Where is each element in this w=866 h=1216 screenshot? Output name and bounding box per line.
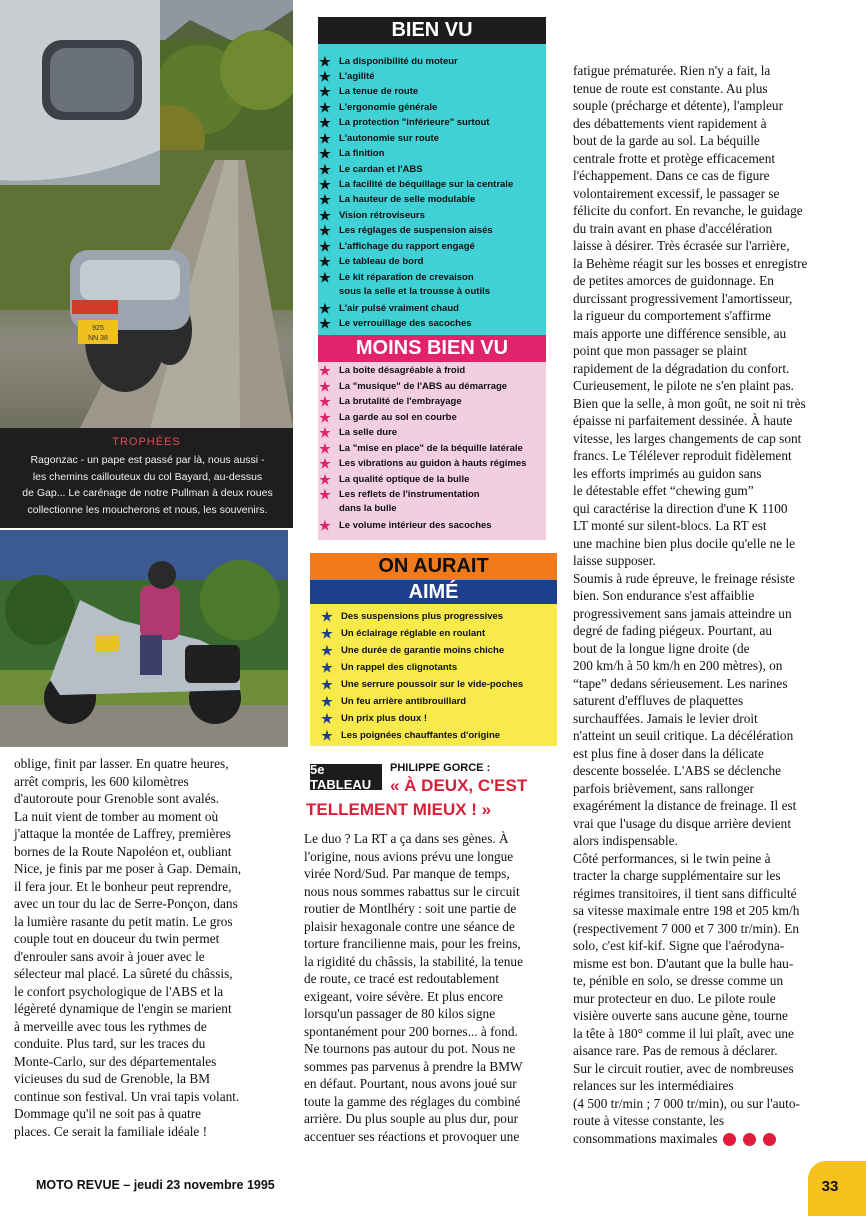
text-line: accentuer ses réactions et provoquer une: [304, 1128, 520, 1144]
text-column-right: [573, 62, 835, 1147]
text-line: régimes transitoires, il tient sans difficulté: [573, 885, 797, 901]
text-line-last: [573, 1130, 835, 1148]
text-line: LT monté sur silent-blocs. La RT est: [573, 518, 767, 533]
star-icon: ★: [319, 192, 331, 207]
star-icon: ★: [319, 270, 331, 285]
list-item-label: La brutalité de l'embrayage: [339, 396, 462, 407]
text-line: toute la gamme des réglages du combiné: [304, 1093, 521, 1109]
star-icon: ★: [319, 162, 331, 177]
star-icon: ★: [319, 316, 331, 331]
text-line: nous nous sommes rabattus sur le circuit: [304, 883, 520, 899]
list-item-label: La disponibilité du moteur: [339, 56, 458, 67]
star-icon: ★: [319, 379, 331, 394]
moins-bien-vu-box: [318, 335, 546, 540]
star-icon: ★: [319, 441, 331, 456]
dot-icon: [723, 1133, 736, 1146]
star-icon: ★: [321, 626, 333, 641]
text-line: visière ouverte sans aucune gène, tourne: [573, 1008, 788, 1023]
text-line: la rigidité du châssis, la stabilité, la tenue: [304, 953, 523, 969]
text-line: qui caractérise la direction d'une K 1100: [573, 500, 788, 516]
star-icon: ★: [321, 728, 333, 743]
text-line: tracter la charge supplémentaire sur les: [573, 868, 781, 883]
list-item: [318, 411, 457, 424]
list-item-label: Les vibrations au guidon à hauts régimes: [339, 458, 527, 469]
list-item: [318, 193, 475, 206]
caption-line: de Gap... Le carénage de notre Pullman à deux roues: [22, 487, 273, 499]
list-item: [318, 70, 375, 83]
list-item: [318, 271, 474, 284]
star-icon: ★: [319, 518, 331, 533]
text-line: relances sur les intermédiaires: [573, 1078, 734, 1093]
author-name: PHILIPPE GORCE :: [390, 762, 491, 774]
list-item-continuation: [318, 286, 490, 297]
photo-caption-box: [0, 428, 293, 528]
text-line: Le duo ? La RT a ça dans ses gènes. À: [304, 831, 509, 846]
list-item-label: L'affichage du rapport engagé: [339, 241, 475, 252]
text-line: n'atteint un seuil critique. La décélération: [573, 728, 794, 743]
star-icon: ★: [321, 660, 333, 675]
star-icon: ★: [319, 84, 331, 99]
text-line: centrale frotte et protège efficacement: [573, 150, 776, 166]
text-line: est plus fine à doser dans la délicate: [573, 745, 764, 761]
list-item: [318, 101, 437, 114]
text-line: surchauffées. Jamais le levier droit: [573, 710, 758, 726]
text-line: 200 km/h à 50 km/h en 200 mètres), on: [573, 658, 783, 673]
star-icon: ★: [321, 609, 333, 624]
star-icon: ★: [319, 456, 331, 471]
photo-motorcycle-on-path: [0, 0, 293, 428]
text-line: Dommage qu'il ne soit pas à quatre: [14, 1106, 202, 1121]
text-line: vicieuses du sud de Grenoble, la BM: [14, 1071, 211, 1086]
caption-line: les chemins caillouteux du col Bayard, au-dessus: [32, 470, 263, 483]
text-line: plaisir hexagonale contre une séance de: [304, 918, 515, 934]
text-line: Monte-Carlo, sur des départementales: [14, 1053, 217, 1069]
text-line: des débattements vient rapidement à: [573, 115, 767, 131]
list-item-label: Le cardan et l'ABS: [339, 164, 423, 175]
list-item: [318, 240, 475, 253]
text-line: torture francilienne mais, pour les freins,: [304, 936, 521, 951]
text-line: en défaut. Pourtant, nous avons joué sur: [304, 1076, 517, 1091]
motorcycle-path-illustration: [0, 0, 293, 428]
caption-text: [10, 452, 285, 518]
list-item-label: dans la bulle: [339, 503, 397, 514]
text-line: bien. Son endurance s'est affaiblie: [573, 588, 755, 603]
text-line: durcissant progressivement l'amortisseur,: [573, 290, 793, 306]
list-item-label: Le volume intérieur des sacoches: [339, 520, 492, 531]
star-icon: ★: [319, 100, 331, 115]
text-line: d'autoroute pour Grenoble sont avalés.: [14, 791, 220, 806]
text-line: Côté performances, si le twin peine à: [573, 850, 771, 866]
text-line: souple (précharge et détente), l'ampleur: [573, 98, 784, 113]
text-line: La nuit vient de tomber au moment où: [14, 808, 219, 824]
list-item: [318, 302, 459, 315]
list-item: [318, 209, 425, 222]
text-line: laisse supposer.: [573, 553, 656, 568]
text-line: sommes pas parvenus à prendre la BMW: [304, 1058, 523, 1074]
list-item: [318, 457, 526, 470]
list-item-label: Le verrouillage des sacoches: [339, 318, 472, 329]
text-line: couple tout en douceur du twin permet: [14, 931, 220, 946]
list-item-label: Des suspensions plus progressives: [341, 611, 504, 622]
text-line: continue son festival. Un vrai tapis volant.: [14, 1088, 240, 1104]
text-line: exigeant, voire sévère. Et plus encore: [304, 988, 503, 1004]
text-line: une machine bien plus docile qu'elle ne le: [573, 535, 796, 551]
text-line: exagérément la distance de freinage. Il est: [573, 798, 797, 813]
text-line: parfois brièvement, sans rallonger: [573, 780, 754, 796]
text-line: Ne tournons pas autour du pot. Nous ne: [304, 1041, 516, 1056]
text-line: aisance rare. Pas de remous à déclarer.: [573, 1043, 778, 1058]
list-item-label: Une durée de garantie moins chiche: [341, 645, 505, 656]
text-line: Soumis à rude épreuve, le freinage résiste: [573, 570, 795, 586]
text-line: vitesse, les larges changements de cap sont: [573, 430, 802, 446]
list-item: [318, 224, 493, 237]
star-icon: ★: [319, 410, 331, 425]
text-column-middle: [304, 830, 560, 1145]
bien-vu-title: BIEN VU: [318, 17, 546, 44]
text-line: vrai que l'usage du disque arrière devient: [573, 815, 792, 831]
list-item-label: La facilité de béquillage sur la centrale: [339, 179, 514, 190]
text-line: mais apporte une différence sensible, au: [573, 325, 787, 341]
text-line: consommations maximales: [573, 1130, 718, 1146]
star-icon: ★: [319, 301, 331, 316]
text-line: de route, ce tracé est redoutablement: [304, 971, 499, 986]
list-item-label: L'air pulsé vraiment chaud: [339, 303, 459, 314]
list-item: [318, 116, 489, 129]
list-item: [318, 442, 523, 455]
text-line: arrêt compris, les 600 kilomètres: [14, 773, 189, 789]
caption-line: collectionne les moucherons et nous, les souvenirs.: [27, 503, 268, 516]
star-icon: ★: [319, 394, 331, 409]
list-item: [318, 317, 472, 330]
list-item: [320, 678, 523, 691]
list-item: [318, 473, 469, 486]
text-line: rapidement de la dégradation du confort.: [573, 360, 790, 376]
text-line: volontairement excessif, le passager se: [573, 185, 780, 201]
text-line: tenue de route est constante. Au plus: [573, 80, 768, 96]
list-item: [318, 147, 384, 160]
text-line: l'origine, nous avions prévu une longue: [304, 848, 514, 864]
text-line: virée Nord/Sud. Par manque de temps,: [304, 866, 510, 881]
star-icon: ★: [319, 239, 331, 254]
text-line: de petites amorces de guidonnage. En: [573, 273, 774, 288]
list-item-label: La boîte désagréable à froid: [339, 365, 466, 376]
list-item-label: Une serrure poussoir sur le vide-poches: [341, 679, 524, 690]
list-item: [318, 163, 423, 176]
list-item: [320, 610, 503, 623]
list-item-label: L'autonomie sur route: [339, 133, 439, 144]
caption-title: TROPHÉES: [112, 436, 181, 448]
star-icon: ★: [319, 131, 331, 146]
list-item: [320, 627, 485, 640]
dot-icon: [763, 1133, 776, 1146]
text-line: progressivement sans jamais atteindre un: [573, 605, 792, 621]
star-icon: ★: [321, 677, 333, 692]
star-icon: ★: [319, 146, 331, 161]
article-byline: [304, 760, 560, 826]
list-item: [320, 695, 466, 708]
list-item-label: La garde au sol en courbe: [339, 412, 457, 423]
text-line: Sur le circuit routier, avec de nombreuses: [573, 1060, 794, 1076]
list-item-label: Un prix plus doux !: [341, 713, 428, 724]
list-item: [318, 395, 462, 408]
list-item-label: La selle dure: [339, 427, 398, 438]
text-line: francs. Le Télélever reproduit fidèlement: [573, 448, 792, 463]
text-line: le détestable effet “chewing gum”: [573, 483, 754, 498]
star-icon: ★: [319, 115, 331, 130]
headline-line-1: « À DEUX, C'EST: [390, 776, 528, 795]
text-line: (respectivement 7 000 et 7 300 tr/min). En: [573, 920, 799, 936]
list-item: [318, 380, 507, 393]
text-line: le confort psychologique de l'ABS et la: [14, 983, 224, 999]
list-item: [318, 132, 439, 145]
list-item-label: Un éclairage réglable en roulant: [341, 628, 486, 639]
text-line: mur protecteur en duo. Le pilote roule: [573, 990, 776, 1006]
list-item-label: Vision rétroviseurs: [339, 210, 425, 221]
text-line: oblige, finit par lasser. En quatre heures,: [14, 756, 229, 771]
star-icon: ★: [319, 254, 331, 269]
text-line: j'attaque la montée de Laffrey, premières: [14, 826, 231, 841]
text-line: sélecteur mal placé. La sûreté du châssis,: [14, 966, 233, 981]
dot-icon: [743, 1133, 756, 1146]
page-number: 33: [821, 1178, 839, 1195]
list-item: [320, 644, 504, 657]
text-line: Nice, je finis par me poser à Gap. Demain,: [14, 861, 242, 876]
text-line: sa vitesse maximale entre 198 et 205 km/h: [573, 903, 800, 918]
list-item-label: La "musique" de l'ABS au démarrage: [339, 381, 508, 392]
text-line: bout de la longue ligne droite (de: [573, 640, 750, 656]
text-line: “tape” dedans sérieusement. Les narines: [573, 675, 788, 691]
list-item: [318, 85, 418, 98]
license-plate-bottom: NN 38: [88, 335, 108, 342]
list-item-label: Le kit réparation de crevaison: [339, 272, 474, 283]
text-line: la tête à 180° comme il lui plaît, avec une: [573, 1025, 794, 1041]
list-item-label: La hauteur de selle modulable: [339, 194, 476, 205]
headline-line-2: TELLEMENT MIEUX ! »: [306, 800, 492, 819]
star-icon: ★: [321, 643, 333, 658]
moins-bien-vu-title: MOINS BIEN VU: [318, 335, 546, 362]
text-line: laisse à désirer. Très écrasée sur l'arrière,: [573, 238, 790, 253]
list-item-label: Un feu arrière antibrouillard: [341, 696, 467, 707]
list-item-label: sous la selle et la trousse à outils: [339, 286, 491, 297]
rider-road-illustration: [0, 530, 288, 747]
text-line: la lumière rasante du petit matin. Le gros: [14, 913, 233, 929]
list-item-label: La protection "inférieure" surtout: [339, 117, 490, 128]
list-item-label: La qualité optique de la bulle: [339, 474, 470, 485]
list-item-label: Un rappel des clignotants: [341, 662, 458, 673]
text-line: d'enrouler sans avoir à jouer avec le: [14, 948, 205, 964]
text-line: félicite du confort. En revanche, le guidage: [573, 203, 803, 218]
text-line: degré de fading piégeux. Pourtant, au: [573, 623, 773, 638]
text-line: places. Ce serait la familiale idéale !: [14, 1123, 208, 1139]
text-line: les efforts imprimés au guidon sans: [573, 465, 762, 481]
star-icon: ★: [319, 425, 331, 440]
text-line: l'échappement. Dans ce cas de figure: [573, 168, 770, 183]
text-line: arrière. Du plus souple au plus dur, pour: [304, 1111, 519, 1126]
text-line: te, pénible en solo, se dresse comme un: [573, 973, 784, 988]
text-line: saturent d'effluves de plaquettes: [573, 693, 744, 708]
text-line: Bien que la selle, à mon goût, ne soit ni très: [573, 395, 806, 411]
list-item-label: Les poignées chauffantes d'origine: [341, 730, 501, 741]
text-line: il fera jour. Et le bonheur peut reprendre,: [14, 878, 232, 894]
text-line: lorsqu'un passager de 80 kilos signe: [304, 1006, 496, 1021]
list-item: [320, 712, 427, 725]
list-item: [320, 661, 457, 674]
list-item-label: Les reflets de l'instrumentation: [339, 489, 480, 500]
text-line: spontanément pour 200 bornes... à fond.: [304, 1023, 518, 1039]
star-icon: ★: [319, 69, 331, 84]
text-column-left: [14, 755, 294, 1140]
text-line: Curieusement, le pilote ne s'en plaint pas.: [573, 378, 795, 393]
tableau-tag: 5e TABLEAU: [310, 764, 382, 790]
text-line: solo, c'est kif-kif. Signe que l'aérodyna-: [573, 938, 785, 953]
caption-line: Ragonzac - un pape est passé par là, nous aussi -: [30, 454, 265, 466]
star-icon: ★: [319, 223, 331, 238]
list-item: [318, 488, 480, 501]
text-line: route à vitesse constante, les: [573, 1113, 725, 1128]
license-plate-top: 925: [92, 325, 104, 332]
on-aurait-aime-box: [310, 553, 557, 746]
list-item-label: La "mise en place" de la béquille latérale: [339, 443, 523, 454]
list-item: [318, 178, 513, 191]
list-item: [318, 426, 397, 439]
text-line: bornes de la Route Napoléon et, oubliant: [14, 843, 232, 859]
text-line: (4 500 tr/min ; 7 000 tr/min), ou sur l'auto-: [573, 1095, 800, 1111]
list-item: [320, 729, 500, 742]
on-aurait-title: ON AURAIT: [310, 553, 557, 580]
list-item-label: L'agilité: [339, 71, 375, 82]
list-item: [318, 55, 458, 68]
list-item-label: L'ergonomie générale: [339, 102, 438, 113]
publication-footer: MOTO REVUE – jeudi 23 novembre 1995: [36, 1178, 275, 1192]
photo-rider-on-road: [0, 530, 288, 747]
list-item-label: La finition: [339, 148, 385, 159]
star-icon: ★: [319, 487, 331, 502]
text-line: descente bosselée. L'ABS se déclenche: [573, 763, 782, 778]
continued-dots-icon: [723, 1133, 776, 1146]
text-line: routier de Montlhéry : soit une partie de: [304, 901, 517, 916]
list-item-label: La tenue de route: [339, 86, 419, 97]
list-item: [318, 364, 465, 377]
list-item: [318, 519, 492, 532]
text-line: du train avant en phase d'accélération: [573, 220, 773, 236]
text-line: conduite. Plus tard, sur les traces du: [14, 1036, 206, 1051]
star-icon: ★: [319, 363, 331, 378]
text-line: la Behème réagit sur les bosses et enregistre: [573, 255, 808, 271]
text-line: légèreté dynamique de l'engin se marient: [14, 1001, 232, 1016]
text-line: la rigueur du comportement s'affirme: [573, 308, 771, 323]
aime-title: AIMÉ: [310, 580, 557, 604]
text-line: misme est bon. D'autant que la bulle hau-: [573, 955, 794, 971]
list-item-label: Le tableau de bord: [339, 256, 424, 267]
text-line: alors indispensable.: [573, 833, 678, 848]
star-icon: ★: [321, 711, 333, 726]
list-item: [318, 255, 423, 268]
text-line: fatigue prématurée. Rien n'y a fait, la: [573, 63, 771, 78]
text-line: épaisse ni parfaitement dessinée. À haute: [573, 413, 793, 428]
text-line: bout de la garde au sol. La béquille: [573, 133, 760, 148]
bien-vu-box: [318, 17, 546, 335]
text-line: à merveille avec tous les rythmes de: [14, 1018, 207, 1034]
list-item-label: Les réglages de suspension aisés: [339, 225, 493, 236]
star-icon: ★: [319, 472, 331, 487]
text-line: point que mon passager se plaint: [573, 343, 747, 358]
star-icon: ★: [319, 54, 331, 69]
text-line: avec un tour du lac de Serre-Ponçon, dans: [14, 896, 238, 911]
star-icon: ★: [319, 208, 331, 223]
list-item-continuation: [318, 503, 397, 514]
star-icon: ★: [319, 177, 331, 192]
star-icon: ★: [321, 694, 333, 709]
